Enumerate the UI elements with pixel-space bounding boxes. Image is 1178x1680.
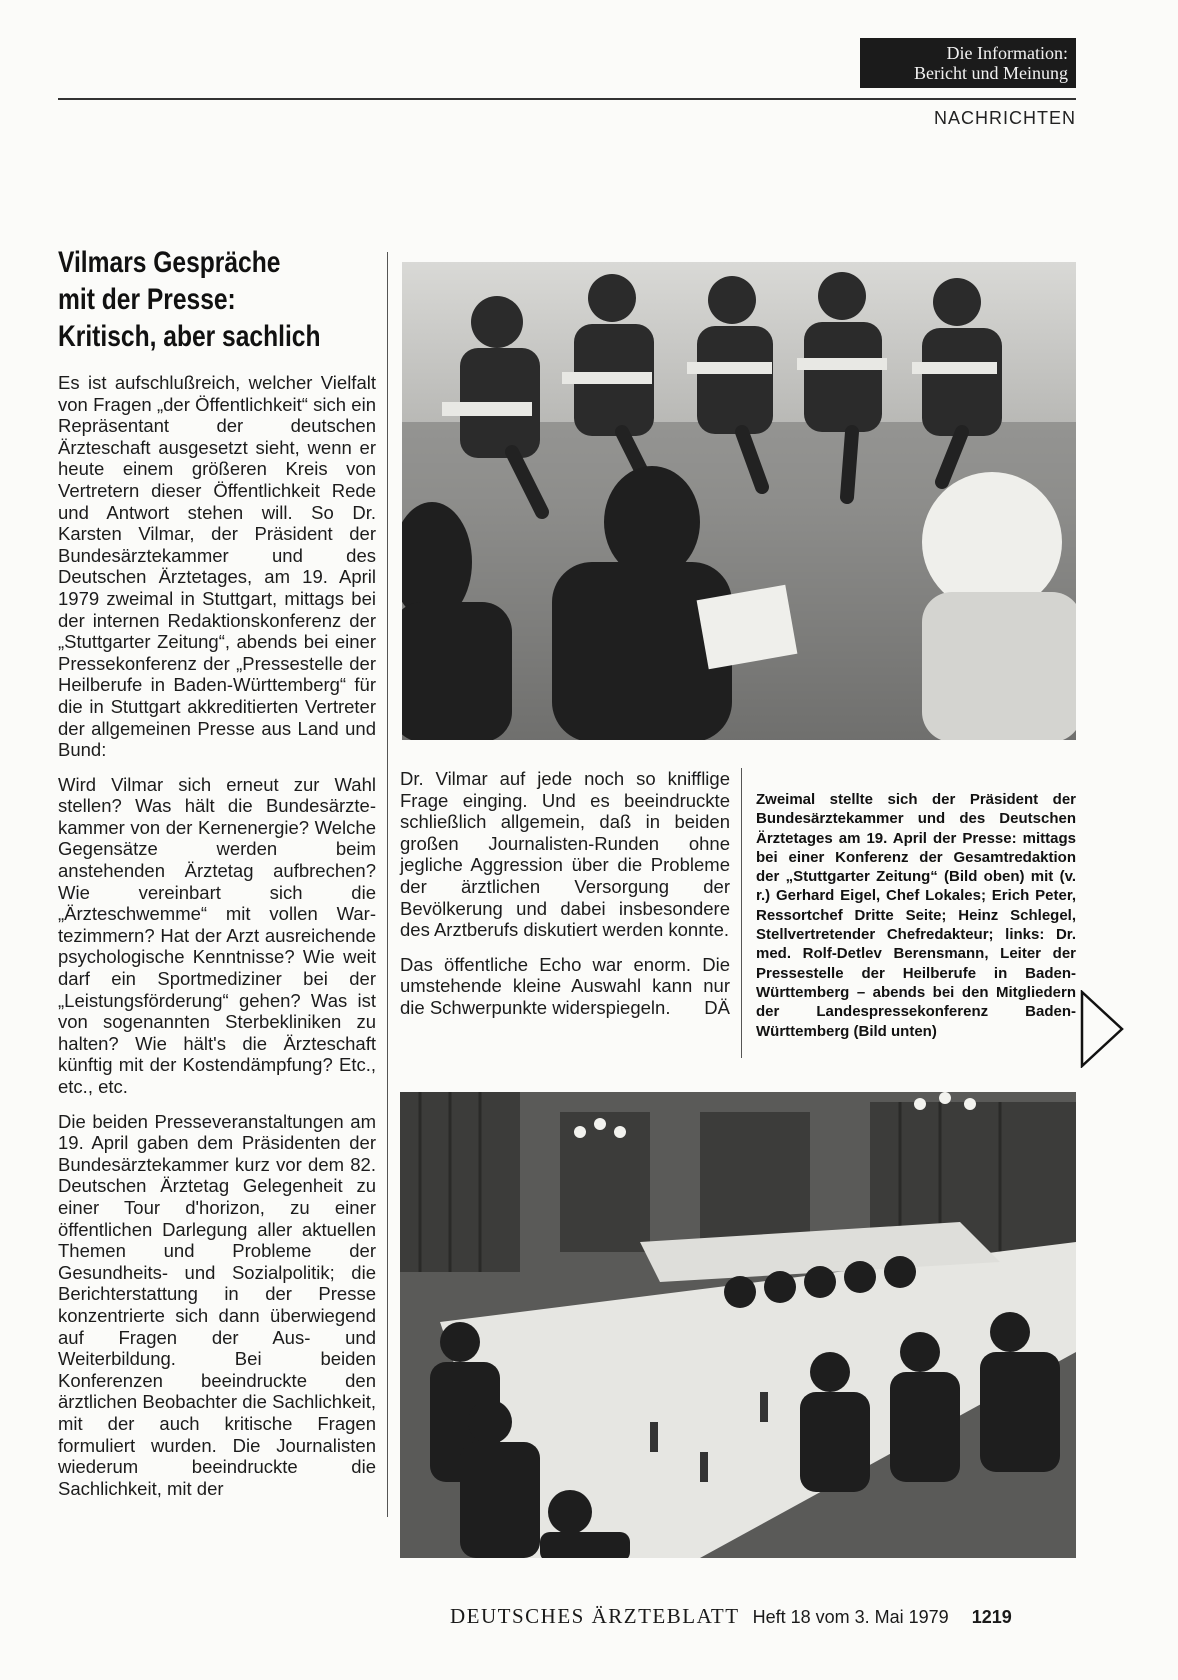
- page-footer: [450, 1604, 1076, 1629]
- paragraph: Dr. Vilmar auf jede noch so knifflige Frage einging. Und es beeindruckte schließlich allgemein, daß in beiden großen Journalisten-Runden ohne jegliche Aggression über die Probleme der ärztlichen Versorgung der Bevölkerung und dabei insbesondere des Arztberufs diskutiert werden konnte.: [400, 768, 730, 941]
- photo-caption: Zweimal stellte sich der Präsident der Bundesärztekammer und des Deutschen Ärztetages am 19. April der Presse: mittags bei einer Konferenz der Gesamtredaktion der „Stuttgarter Zeitung“ (Bild oben) mit (v. r.) Gerhard Eigel, Chef Lokales; Erich Peter, Ressortchef Dritte Seite; Heinz Schlegel, Stellvertretender Chefredakteur; links: Dr. med. Rolf-Detlev Berensmann, Leiter der Pressestelle der Heilberufe in Baden-Württemberg – abends bei den Mitgliedern der Landespressekonferenz Baden-Württemberg (Bild unten): [756, 791, 1076, 1040]
- paragraph: Wird Vilmar sich erneut zur Wahl stellen? Was hält die Bundesärztekammer von der Kernenergie? Welche Gegensätze werden beim anstehenden Ärztetag aufbrechen? Wie vereinbart sich die „Ärzteschwemme“ mit vollen Wartezimmern? Hat der Arzt ausreichende psychologische Kenntnisse? Wie weit darf ein Sportmediziner bei der „Leistungsförderung“ gehen? Was ist von sogenannten Sterbekliniken zu halten? Wie hält's die Ärzteschaft künftig mit der Kostendämpfung? Etc., etc., etc.: [58, 773, 376, 1097]
- headline: [58, 244, 329, 355]
- headline-line: Kritisch, aber sachlich: [58, 320, 321, 353]
- column-rule: [741, 768, 742, 1058]
- column-rule: [387, 252, 388, 1517]
- photo-panel-illustration: [402, 262, 1076, 740]
- section-box: [860, 38, 1076, 88]
- continue-arrow-icon: [1080, 990, 1124, 1068]
- middle-column: [400, 768, 730, 1032]
- section-box-line2: Bericht und Meinung: [914, 63, 1068, 83]
- section-box-line1: Die Information:: [946, 43, 1068, 63]
- headline-line: Vilmars Gespräche: [58, 246, 281, 279]
- left-column: [58, 372, 376, 1512]
- paragraph: [400, 954, 730, 1019]
- photo-press-conference-panel: [402, 262, 1076, 740]
- photo-press-dinner: [400, 1092, 1076, 1558]
- header-rule: [58, 98, 1076, 100]
- page-number: 1219: [971, 1607, 1012, 1627]
- paragraph-text: Das öffentliche Echo war enorm. Die umstehende kleine Auswahl kann nur die Schwerpunkte widerspiegeln.: [400, 953, 730, 1018]
- photo-dinner-illustration: [400, 1092, 1076, 1558]
- paragraph: Die beiden Presseveranstaltungen am 19. April gaben dem Präsidenten der Bundesärztekammer kurz vor dem 82. Deutschen Ärztetag Gelegenheit zu einer Tour d'horizon, zu einer öffentlichen Darlegung aller aktuellen Themen und Probleme der Gesundheits- und Sozialpolitik; die Berichterstattung in der Presse konzentrierte sich dann überwiegend auf Fragen der Aus- und Weiterbildung. Bei beiden Konferenzen beeindruckte den ärztlichen Beobachter die Sachlichkeit, mit der auch kritische Fragen formuliert wurden. Die Journalisten wiederum beeindruckte die Sachlichkeit, mit der: [58, 1110, 376, 1499]
- headline-line: mit der Presse:: [58, 283, 236, 316]
- journal-name: DEUTSCHES ÄRZTEBLATT: [450, 1604, 740, 1628]
- issue-info: Heft 18 vom 3. Mai 1979: [752, 1607, 949, 1627]
- paragraph: Es ist aufschlußreich, welcher Vielfalt von Fragen „der Öffentlichkeit“ sich ein Repräsentant der deutschen Ärzteschaft ausgesetzt sieht, wenn er heute einem größeren Kreis von Vertretern dieser Öffentlichkeit Rede und Antwort stehen will. So Dr. Karsten Vilmar, der Präsident der Bundesärztekammer und des Deutschen Ärztetages, am 19. April 1979 zweimal in Stuttgart, mittags bei der internen Redaktionskonferenz der „Stuttgarter Zeitung“, abends bei einer Pressekonferenz der „Pressestelle der Heilberufe in Baden-Württemberg“ für die in Stuttgart akkreditierten Vertreter der allgemeinen Presse aus Land und Bund:: [58, 372, 376, 761]
- section-label: NACHRICHTEN: [933, 108, 1076, 128]
- author-signature: DÄ: [704, 996, 730, 1018]
